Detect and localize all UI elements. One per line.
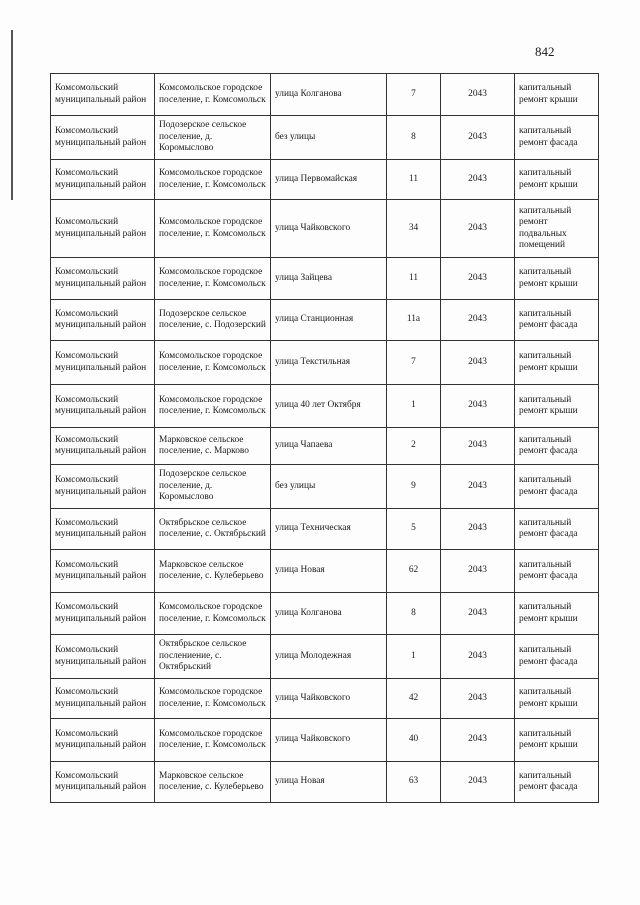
- house-number-cell: 11а: [387, 300, 441, 341]
- work-type-cell: капитальный ремонт крыши: [515, 719, 599, 762]
- settlement-cell: Подозерское сельское поселение, д. Коромыслово: [155, 116, 271, 160]
- settlement-cell: Подозерское сельское поселение, с. Подозерский: [155, 300, 271, 341]
- table-row: [51, 200, 599, 258]
- street-cell: улица Текстильная: [271, 341, 387, 385]
- year-cell: 2043: [441, 679, 515, 719]
- work-type-cell: капитальный ремонт фасада: [515, 465, 599, 509]
- repair-schedule-table: [50, 73, 599, 803]
- year-cell: 2043: [441, 300, 515, 341]
- table-row: [51, 635, 599, 679]
- work-type-cell: капитальный ремонт фасада: [515, 635, 599, 679]
- district-cell: Комсомольский муниципальный район: [51, 762, 155, 803]
- year-cell: 2043: [441, 465, 515, 509]
- district-cell: Комсомольский муниципальный район: [51, 635, 155, 679]
- district-cell: Комсомольский муниципальный район: [51, 74, 155, 116]
- year-cell: 2043: [441, 428, 515, 465]
- district-cell: Комсомольский муниципальный район: [51, 160, 155, 200]
- house-number-cell: 9: [387, 465, 441, 509]
- district-cell: Комсомольский муниципальный район: [51, 428, 155, 465]
- year-cell: 2043: [441, 550, 515, 593]
- street-cell: улица Молодежная: [271, 635, 387, 679]
- table-row: [51, 550, 599, 593]
- settlement-cell: Комсомольское городское поселение, г. Комсомольск: [155, 679, 271, 719]
- street-cell: улица Чайковского: [271, 719, 387, 762]
- street-cell: улица Новая: [271, 550, 387, 593]
- house-number-cell: 8: [387, 593, 441, 635]
- house-number-cell: 11: [387, 258, 441, 300]
- table-row: [51, 465, 599, 509]
- settlement-cell: Марковское сельское поселение, с. Кулеберьево: [155, 550, 271, 593]
- settlement-cell: Комсомольское городское поселение, г. Комсомольск: [155, 258, 271, 300]
- district-cell: Комсомольский муниципальный район: [51, 341, 155, 385]
- settlement-cell: Комсомольское городское поселение, г. Комсомольск: [155, 200, 271, 258]
- table-row: [51, 428, 599, 465]
- work-type-cell: капитальный ремонт крыши: [515, 593, 599, 635]
- settlement-cell: Комсомольское городское поселение, г. Комсомольск: [155, 385, 271, 428]
- table-row: [51, 385, 599, 428]
- work-type-cell: капитальный ремонт фасада: [515, 762, 599, 803]
- year-cell: 2043: [441, 635, 515, 679]
- settlement-cell: Комсомольское городское поселение, г. Комсомольск: [155, 593, 271, 635]
- settlement-cell: Марковское сельское поселение, с. Кулеберьево: [155, 762, 271, 803]
- house-number-cell: 8: [387, 116, 441, 160]
- house-number-cell: 1: [387, 635, 441, 679]
- settlement-cell: Комсомольское городское поселение, г. Комсомольск: [155, 74, 271, 116]
- settlement-cell: Комсомольское городское поселение, г. Комсомольск: [155, 719, 271, 762]
- house-number-cell: 34: [387, 200, 441, 258]
- margin-line: [11, 30, 13, 200]
- district-cell: Комсомольский муниципальный район: [51, 385, 155, 428]
- year-cell: 2043: [441, 593, 515, 635]
- settlement-cell: Октябрьское сельское поселение, с. Октябрьский: [155, 509, 271, 550]
- work-type-cell: капитальный ремонт крыши: [515, 385, 599, 428]
- year-cell: 2043: [441, 258, 515, 300]
- table-row: [51, 593, 599, 635]
- work-type-cell: капитальный ремонт подвальных помещений: [515, 200, 599, 258]
- street-cell: улица Чайковского: [271, 679, 387, 719]
- year-cell: 2043: [441, 762, 515, 803]
- table-row: [51, 116, 599, 160]
- year-cell: 2043: [441, 341, 515, 385]
- district-cell: Комсомольский муниципальный район: [51, 300, 155, 341]
- district-cell: Комсомольский муниципальный район: [51, 719, 155, 762]
- year-cell: 2043: [441, 509, 515, 550]
- table-row: [51, 509, 599, 550]
- district-cell: Комсомольский муниципальный район: [51, 258, 155, 300]
- street-cell: без улицы: [271, 116, 387, 160]
- table-row: [51, 160, 599, 200]
- settlement-cell: Комсомольское городское поселение, г. Комсомольск: [155, 341, 271, 385]
- work-type-cell: капитальный ремонт крыши: [515, 679, 599, 719]
- settlement-cell: Октябрьское сельское послениение, с. Октябрьский: [155, 635, 271, 679]
- district-cell: Комсомольский муниципальный район: [51, 116, 155, 160]
- work-type-cell: капитальный ремонт крыши: [515, 74, 599, 116]
- district-cell: Комсомольский муниципальный район: [51, 593, 155, 635]
- house-number-cell: 2: [387, 428, 441, 465]
- district-cell: Комсомольский муниципальный район: [51, 679, 155, 719]
- work-type-cell: капитальный ремонт фасада: [515, 550, 599, 593]
- house-number-cell: 62: [387, 550, 441, 593]
- street-cell: улица Зайцева: [271, 258, 387, 300]
- table-row: [51, 258, 599, 300]
- settlement-cell: Марковское сельское поселение, с. Марково: [155, 428, 271, 465]
- work-type-cell: капитальный ремонт фасада: [515, 428, 599, 465]
- year-cell: 2043: [441, 719, 515, 762]
- house-number-cell: 5: [387, 509, 441, 550]
- table-row: [51, 679, 599, 719]
- year-cell: 2043: [441, 74, 515, 116]
- work-type-cell: капитальный ремонт крыши: [515, 341, 599, 385]
- table-row: [51, 719, 599, 762]
- table-row: [51, 74, 599, 116]
- street-cell: улица Станционная: [271, 300, 387, 341]
- table-row: [51, 341, 599, 385]
- street-cell: улица Чайковского: [271, 200, 387, 258]
- table-row: [51, 300, 599, 341]
- table-row: [51, 762, 599, 803]
- street-cell: улица Колганова: [271, 593, 387, 635]
- house-number-cell: 42: [387, 679, 441, 719]
- year-cell: 2043: [441, 160, 515, 200]
- district-cell: Комсомольский муниципальный район: [51, 465, 155, 509]
- street-cell: улица Первомайская: [271, 160, 387, 200]
- settlement-cell: Подозерское сельское поселение, д. Коромыслово: [155, 465, 271, 509]
- street-cell: улица Техническая: [271, 509, 387, 550]
- house-number-cell: 63: [387, 762, 441, 803]
- street-cell: без улицы: [271, 465, 387, 509]
- year-cell: 2043: [441, 116, 515, 160]
- district-cell: Комсомольский муниципальный район: [51, 509, 155, 550]
- house-number-cell: 7: [387, 74, 441, 116]
- street-cell: улица Чапаева: [271, 428, 387, 465]
- work-type-cell: капитальный ремонт крыши: [515, 160, 599, 200]
- street-cell: улица Колганова: [271, 74, 387, 116]
- house-number-cell: 11: [387, 160, 441, 200]
- settlement-cell: Комсомольское городское поселение, г. Комсомольск: [155, 160, 271, 200]
- work-type-cell: капитальный ремонт фасада: [515, 116, 599, 160]
- work-type-cell: капитальный ремонт фасада: [515, 509, 599, 550]
- street-cell: улица 40 лет Октября: [271, 385, 387, 428]
- year-cell: 2043: [441, 385, 515, 428]
- street-cell: улица Новая: [271, 762, 387, 803]
- house-number-cell: 40: [387, 719, 441, 762]
- page-number: 842: [535, 44, 555, 59]
- work-type-cell: капитальный ремонт крыши: [515, 258, 599, 300]
- year-cell: 2043: [441, 200, 515, 258]
- district-cell: Комсомольский муниципальный район: [51, 550, 155, 593]
- house-number-cell: 1: [387, 385, 441, 428]
- work-type-cell: капитальный ремонт фасада: [515, 300, 599, 341]
- house-number-cell: 7: [387, 341, 441, 385]
- district-cell: Комсомольский муниципальный район: [51, 200, 155, 258]
